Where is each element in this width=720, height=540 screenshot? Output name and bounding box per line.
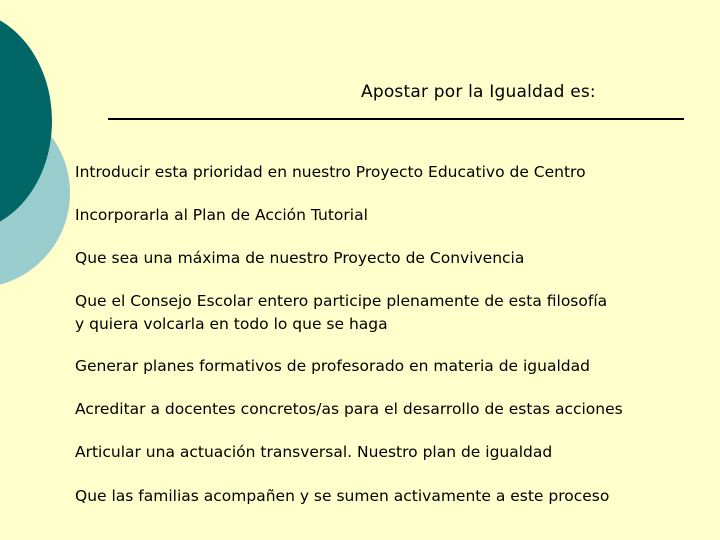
title-divider [108,118,684,120]
slide-title: Apostar por la Igualdad es: [361,82,596,102]
bullet-line: y quiera volcarla en todo lo que se haga [75,315,388,333]
bullet-item: Que sea una máxima de nuestro Proyecto de Convivencia [75,249,525,267]
bullet-item [75,290,607,336]
bullet-item: Introducir esta prioridad en nuestro Proyecto Educativo de Centro [75,163,586,181]
bullet-item: Que las familias acompañen y se sumen activamente a este proceso [75,487,610,505]
bullet-item: Acreditar a docentes concretos/as para el desarrollo de estas acciones [75,400,623,418]
bullet-item: Incorporarla al Plan de Acción Tutorial [75,206,368,224]
bullet-item: Generar planes formativos de profesorado en materia de igualdad [75,357,590,375]
bullet-line: Que el Consejo Escolar entero participe plenamente de esta filosofía [75,292,608,310]
bullet-item: Articular una actuación transversal. Nuestro plan de igualdad [75,443,553,461]
